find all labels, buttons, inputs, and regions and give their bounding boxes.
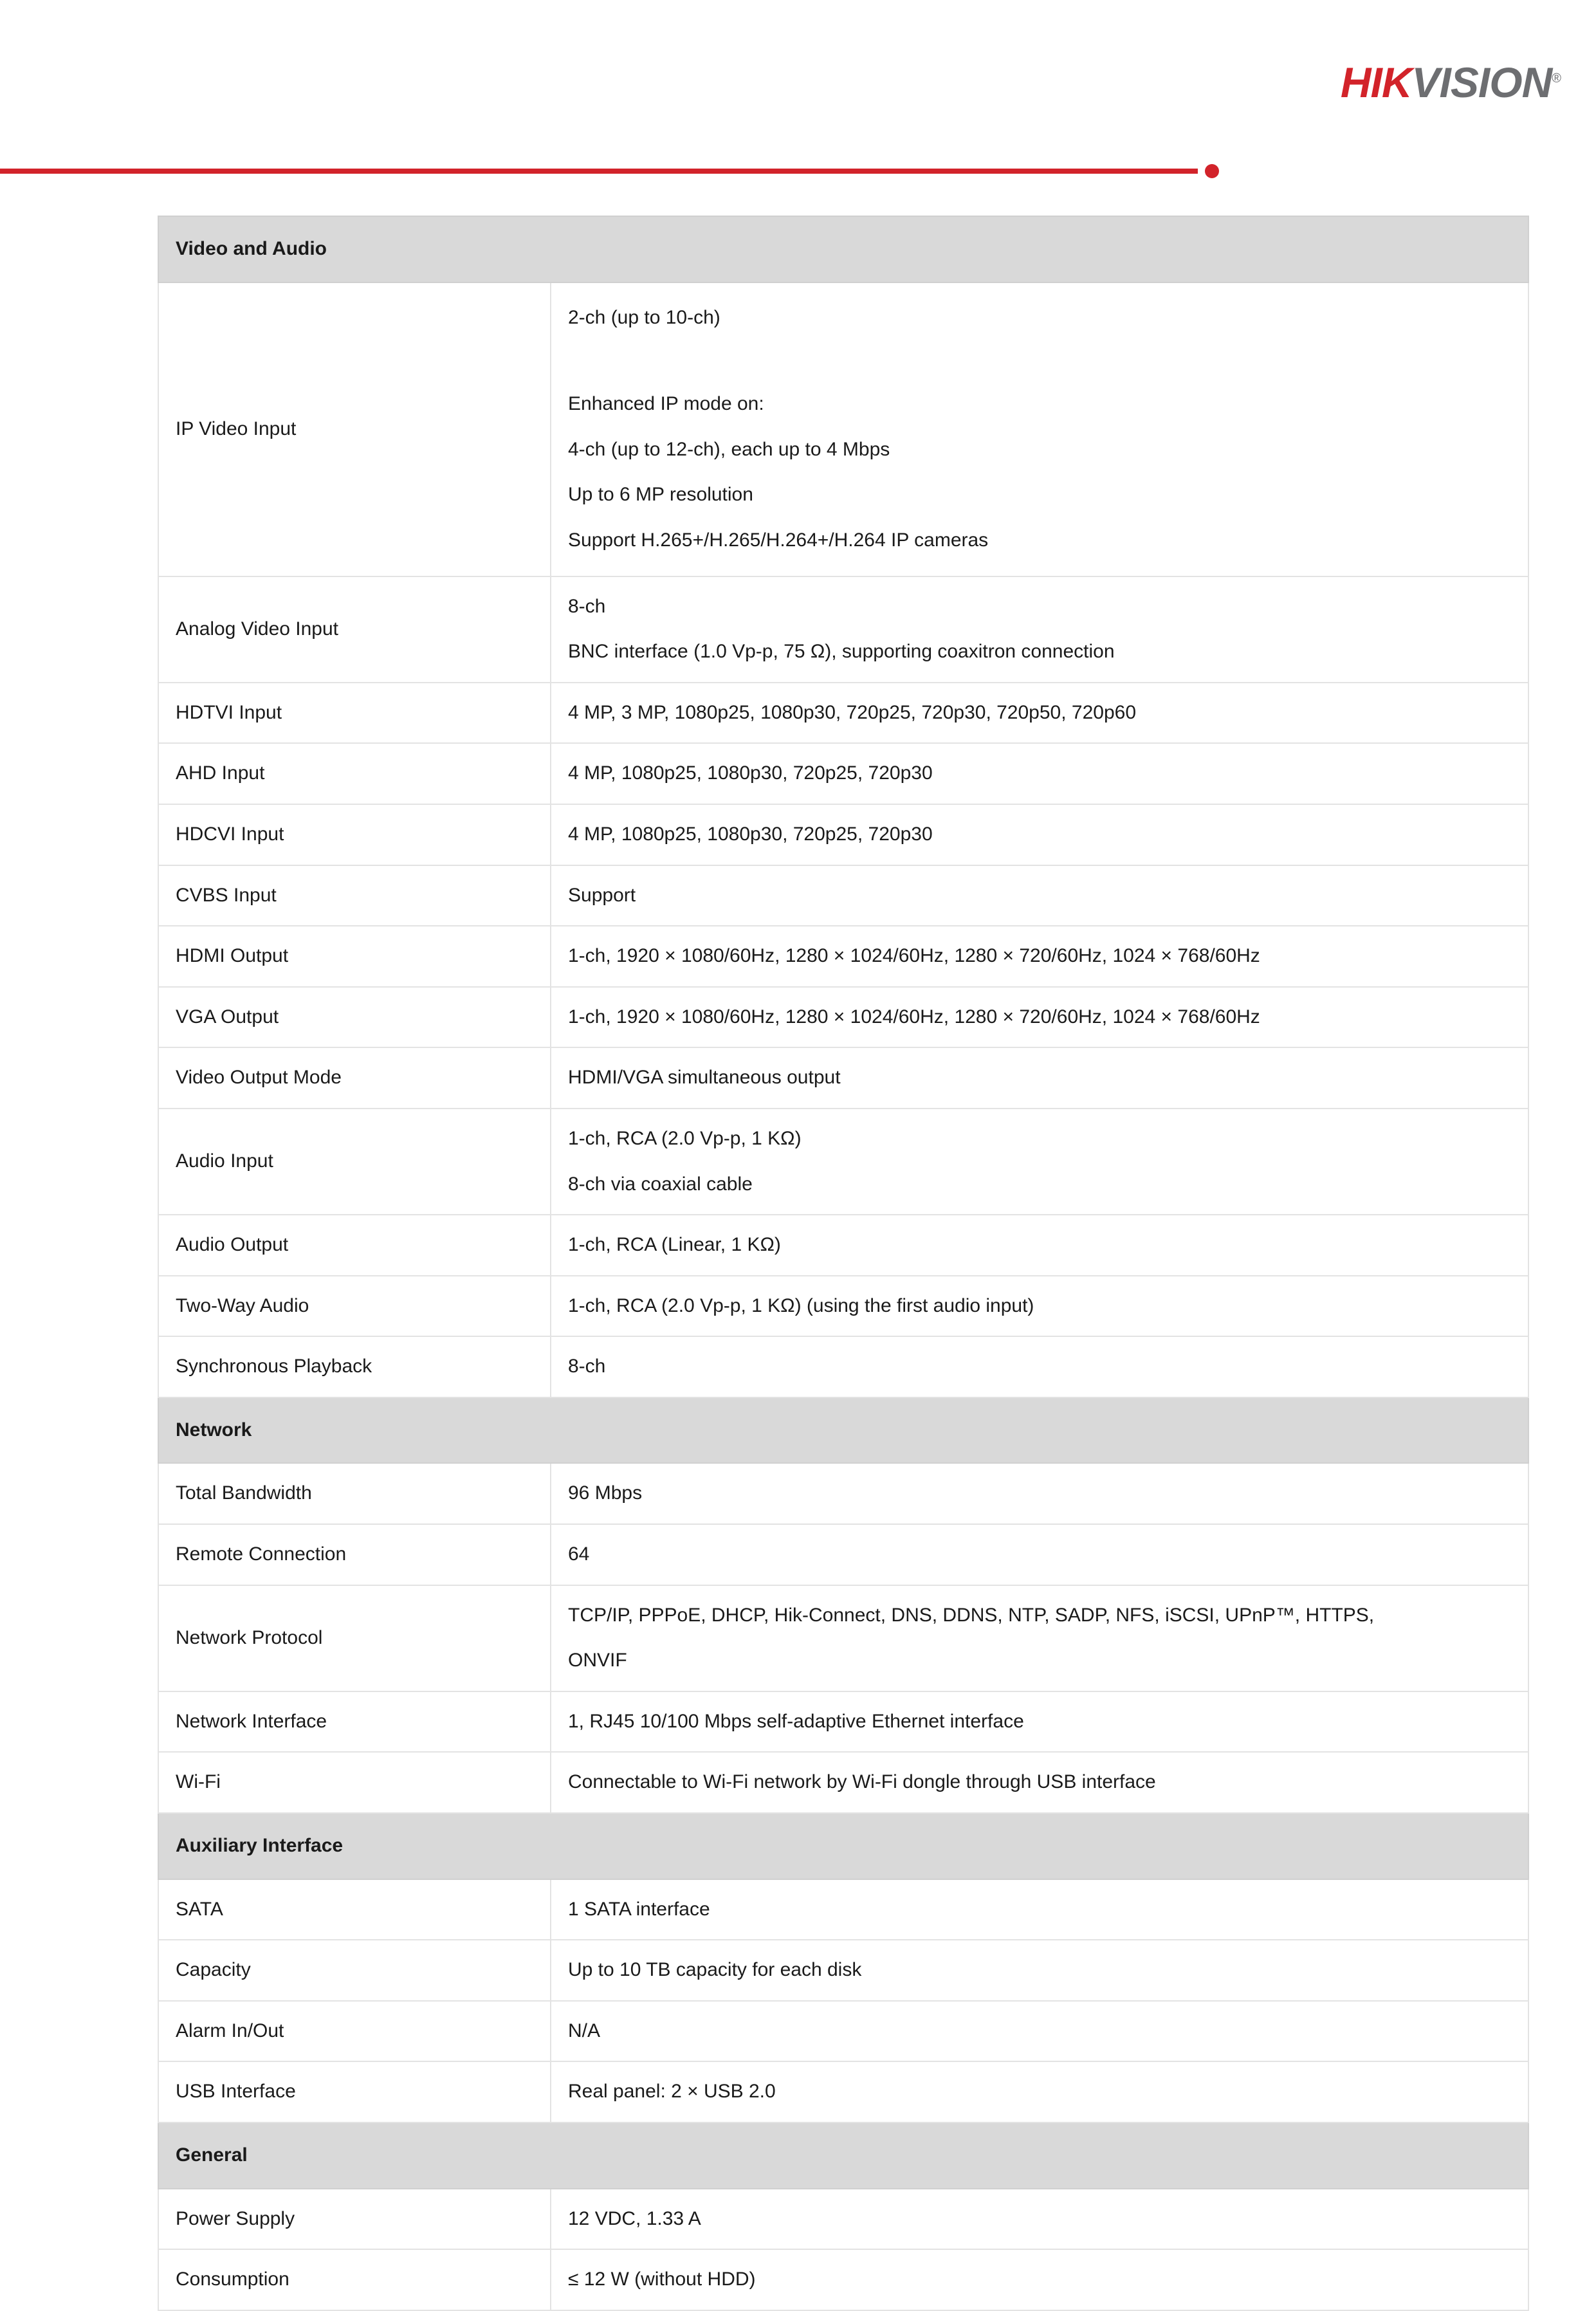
- spec-row-label: Wi-Fi: [158, 1752, 551, 1813]
- spec-row-label: IP Video Input: [158, 282, 551, 576]
- spec-value-line: Real panel: 2 × USB 2.0: [568, 2081, 776, 2103]
- spec-value-line: 4 MP, 3 MP, 1080p25, 1080p30, 720p25, 720p30, 720p50, 720p60: [568, 701, 1137, 723]
- spec-value-line: ONVIF: [568, 1650, 627, 1671]
- spec-row-value: [551, 1215, 1528, 1276]
- spec-row-value: [551, 2249, 1528, 2310]
- spec-row-label: HDTVI Input: [158, 683, 551, 744]
- spec-value-line: BNC interface (1.0 Vp-p, 75 Ω), supporting coaxitron connection: [568, 641, 1115, 663]
- spec-row-label: Capacity: [158, 1940, 551, 2001]
- spec-row-label: Network Protocol: [158, 1585, 551, 1691]
- spec-value-line: 1, RJ45 10/100 Mbps self-adaptive Ethernet interface: [568, 1710, 1024, 1732]
- spec-row: [158, 1752, 1528, 1813]
- spec-row-value: [551, 576, 1528, 683]
- spec-row-value: [551, 1336, 1528, 1397]
- spec-value-line: 1-ch, RCA (2.0 Vp-p, 1 KΩ): [568, 1127, 802, 1149]
- spec-value-line: N/A: [568, 2020, 601, 2041]
- spec-value-line: 96 Mbps: [568, 1482, 643, 1504]
- spec-row-value: [551, 1691, 1528, 1753]
- spec-row: [158, 1463, 1528, 1524]
- hikvision-logo: [1341, 61, 1561, 104]
- spec-row: [158, 743, 1528, 804]
- spec-row: [158, 987, 1528, 1048]
- spec-row: [158, 576, 1528, 683]
- spec-value-line: HDMI/VGA simultaneous output: [568, 1067, 841, 1089]
- spec-row-value: [551, 1752, 1528, 1813]
- spec-row-value: [551, 865, 1528, 926]
- spec-row: [158, 1691, 1528, 1753]
- spec-row: [158, 1879, 1528, 1940]
- spec-value-line: Enhanced IP mode on:: [568, 393, 764, 415]
- spec-row-value: [551, 1524, 1528, 1585]
- spec-value-line: Connectable to Wi-Fi network by Wi-Fi dongle through USB interface: [568, 1771, 1156, 1793]
- specification-table: [158, 216, 1529, 2311]
- registered-trademark-icon: ®: [1552, 71, 1561, 86]
- spec-row-label: Two-Way Audio: [158, 1276, 551, 1337]
- spec-row: [158, 2061, 1528, 2122]
- spec-row-label: HDMI Output: [158, 926, 551, 987]
- spec-row-label: HDCVI Input: [158, 804, 551, 865]
- spec-value-line: ≤ 12 W (without HDD): [568, 2269, 756, 2290]
- spec-value-line: TCP/IP, PPPoE, DHCP, Hik-Connect, DNS, DDNS, NTP, SADP, NFS, iSCSI, UPnP™, HTTPS,: [568, 1604, 1375, 1626]
- section-title: Auxiliary Interface: [158, 1813, 1528, 1879]
- spec-row: [158, 1109, 1528, 1215]
- spec-row-label: CVBS Input: [158, 865, 551, 926]
- spec-value-line: Up to 10 TB capacity for each disk: [568, 1959, 862, 1981]
- spec-value-line: 1 SATA interface: [568, 1898, 710, 1920]
- spec-value-line: 1-ch, 1920 × 1080/60Hz, 1280 × 1024/60Hz, 1280 × 720/60Hz, 1024 × 768/60Hz: [568, 1006, 1260, 1027]
- spec-row-label: Audio Output: [158, 1215, 551, 1276]
- spec-row-value: [551, 683, 1528, 744]
- spec-row-value: [551, 1276, 1528, 1337]
- spec-row-label: Video Output Mode: [158, 1047, 551, 1109]
- spec-row: [158, 1940, 1528, 2001]
- spec-row-value: [551, 1585, 1528, 1691]
- spec-value-line: 1-ch, RCA (2.0 Vp-p, 1 KΩ) (using the first audio input): [568, 1294, 1034, 1316]
- spec-value-line: Up to 6 MP resolution: [568, 484, 753, 506]
- header-red-dot-icon: [1205, 164, 1219, 178]
- spec-row: [158, 1336, 1528, 1397]
- spec-row-label: VGA Output: [158, 987, 551, 1048]
- spec-row-label: Consumption: [158, 2249, 551, 2310]
- spec-row: [158, 683, 1528, 744]
- spec-value-line: 4 MP, 1080p25, 1080p30, 720p25, 720p30: [568, 823, 933, 845]
- spec-value-line: 4 MP, 1080p25, 1080p30, 720p25, 720p30: [568, 762, 933, 784]
- spec-row: [158, 1276, 1528, 1337]
- spec-row-label: AHD Input: [158, 743, 551, 804]
- spec-row: [158, 804, 1528, 865]
- section-header-row: [158, 1397, 1528, 1464]
- specification-table-container: [158, 216, 1528, 2311]
- spec-value-line: 4-ch (up to 12-ch), each up to 4 Mbps: [568, 438, 890, 460]
- section-title: Network: [158, 1397, 1528, 1464]
- spec-value-line: 64: [568, 1543, 590, 1565]
- spec-row-value: [551, 2001, 1528, 2062]
- spec-row-value: [551, 743, 1528, 804]
- spec-row-value: [551, 1879, 1528, 1940]
- spec-row-value: [551, 1940, 1528, 2001]
- spec-row-value: [551, 987, 1528, 1048]
- spec-row-value: [551, 1463, 1528, 1524]
- spec-row-label: Power Supply: [158, 2189, 551, 2250]
- spec-row: [158, 1524, 1528, 1585]
- spec-row-value: [551, 926, 1528, 987]
- spec-row-label: Synchronous Playback: [158, 1336, 551, 1397]
- header-red-rule: [0, 169, 1198, 174]
- spec-row-label: Remote Connection: [158, 1524, 551, 1585]
- spec-value-line: 1-ch, 1920 × 1080/60Hz, 1280 × 1024/60Hz, 1280 × 720/60Hz, 1024 × 768/60Hz: [568, 945, 1260, 967]
- spec-row: [158, 1585, 1528, 1691]
- page-header: [0, 0, 1596, 174]
- spec-row-value: [551, 1047, 1528, 1109]
- spec-row-value: [551, 2061, 1528, 2122]
- section-title: Video and Audio: [158, 216, 1528, 282]
- section-title: General: [158, 2122, 1528, 2189]
- spec-row: [158, 2249, 1528, 2310]
- section-header-row: [158, 216, 1528, 282]
- spec-row: [158, 865, 1528, 926]
- spec-value-line: 8-ch via coaxial cable: [568, 1173, 753, 1195]
- spec-row: [158, 2189, 1528, 2250]
- spec-row-label: USB Interface: [158, 2061, 551, 2122]
- spec-value-line: Support H.265+/H.265/H.264+/H.264 IP cameras: [568, 529, 989, 551]
- spec-row-value: [551, 282, 1528, 576]
- spec-row-label: Network Interface: [158, 1691, 551, 1753]
- spec-row: [158, 926, 1528, 987]
- spec-row-value: [551, 804, 1528, 865]
- spec-value-line: 8-ch: [568, 595, 606, 617]
- section-header-row: [158, 2122, 1528, 2189]
- spec-value-line: 2-ch (up to 10-ch): [568, 306, 720, 328]
- spec-row-label: SATA: [158, 1879, 551, 1940]
- spec-row-label: Analog Video Input: [158, 576, 551, 683]
- spec-value-line: 12 VDC, 1.33 A: [568, 2207, 701, 2229]
- logo-vision-text: VISION: [1411, 59, 1552, 106]
- spec-value-line: Support: [568, 884, 636, 906]
- spec-row-value: [551, 1109, 1528, 1215]
- spec-row-value: [551, 2189, 1528, 2250]
- spec-row: [158, 1215, 1528, 1276]
- spec-row: [158, 2001, 1528, 2062]
- spec-value-line: 1-ch, RCA (Linear, 1 KΩ): [568, 1234, 781, 1256]
- spec-row-label: Total Bandwidth: [158, 1463, 551, 1524]
- spec-row: [158, 282, 1528, 576]
- logo-hik-text: HIK: [1340, 59, 1412, 106]
- spec-row-label: Audio Input: [158, 1109, 551, 1215]
- spec-row-label: Alarm In/Out: [158, 2001, 551, 2062]
- spec-row: [158, 1047, 1528, 1109]
- section-header-row: [158, 1813, 1528, 1879]
- spec-value-line: 8-ch: [568, 1356, 606, 1377]
